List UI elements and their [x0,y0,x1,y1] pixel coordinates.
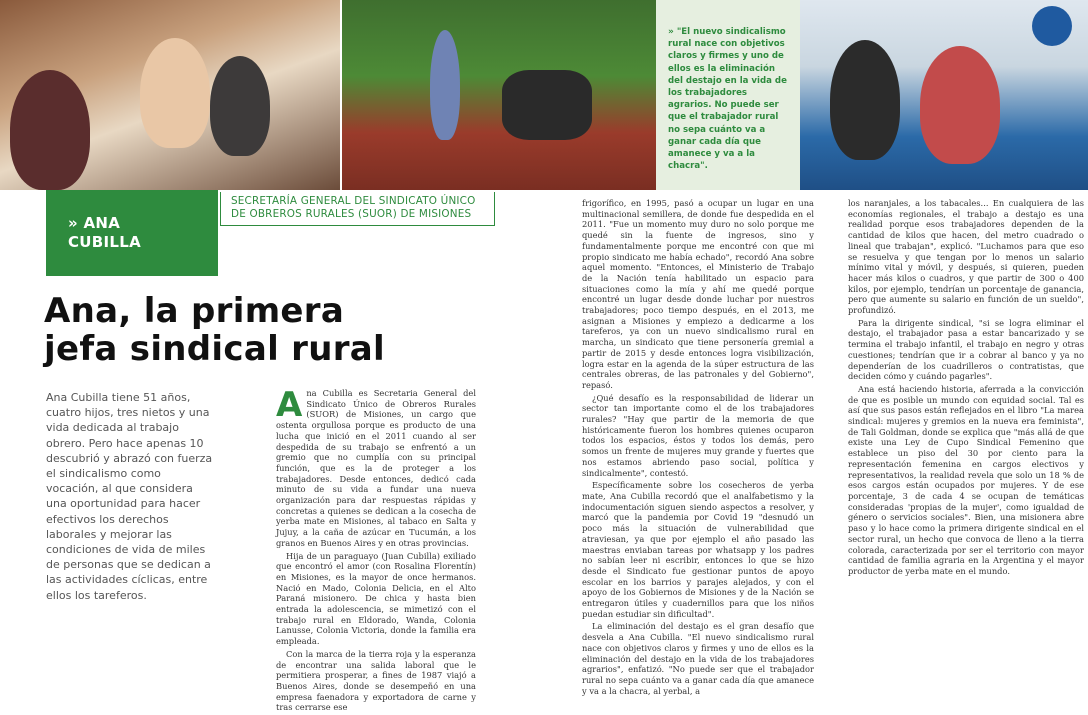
person-figure [920,46,1000,164]
drop-cap: A [276,385,303,425]
body-column-2 [582,198,814,698]
paragraph: frigorífico, en 1995, pasó a ocupar un lugar en una multinacional semillera, de donde fue despedida en el 2011. "Fue un momento muy duro no solo porque me quedé sin la fuente de ingresos, sino y fundamentalmente porque me encontré con que mi propio sindicato me había echado", recordó Ana sobre aquel momento. "Entonces, el Ministerio de Trabajo de la Nación tenía habilitado un espacio para situaciones como la mía y ahí me quedé porque encontré un lugar desde donde luchar por nuestros trabajadores; poco tiempo después, en el 2013, me asignan a Misiones y empiezo a dedicarme a los tareferos, ya con un nuevo sindicalismo rural en marcha, un sindicato que tiene personería gremial a partir de 2015 y desde entonces logra visibilización, logra estar en la agenda de la súper estructura de las centrales obreras, de las patronales y del Gobierno", repasó. [582,198,814,390]
paragraph: Ana está haciendo historia, aferrada a la convicción de que es posible un mundo con equidad social. Tal es así que sus pasos están reflejados en el libro "La marea sindical: mujeres y gremios en la nueva era feminista", de Tali Goldman, donde se explica que "más allá de que existe una Ley de Cupo Sindical Femenino que establece un piso del 30 por ciento para la representación femenina en cargos electivos y representativos, la realidad revela que solo un 18 % de esos cargos están ocupados por mujeres. Y de ese porcentaje, 3 de cada 4 se ocupan de temáticas consideradas 'propias de la mujer', como igualdad de género o servicios sociales". Bien, una misionera abre paso y lo hace como la primera dirigente sindical en el sector rural, un hecho que convoca de lleno a la tierra colorada, caracterizada por ser el territorio con mayor cantidad de familia agraria en la Argentina y el mayor productor de yerba mate en el mundo. [848,383,1084,576]
paragraph: La eliminación del destajo es el gran desafío que desvela a Ana Cubilla. "El nuevo sindicalismo rural nace con objetivos claros y firmes y uno de ellos es la eliminación del destajo en la vida de los trabajadores agrarios", enfatizó. "No puede ser que el trabajador rural no sepa cuánto va a ganar cada día que amanece y va a la chacra, al yerbal, a [582,621,814,696]
person-figure [140,38,210,148]
role-line-2: DE OBREROS RURALES (SUOR) DE MISIONES [231,208,472,220]
paragraph: Hija de un paraguayo (Juan Cubilla) exiliado que encontró el amor (con Rosalina Florentín) en Misiones, es la mayor de once hermanos. Nació en Mado, Colonia Delicia, en el Alto Paraná misionero. De chica y hasta bien entrada la adolescencia, se mimetizó con el trabajo rural en Eldorado, Wanda, Colonia Lanusse, Colonia Victoria, donde la familia era empleada. [276,550,476,647]
person-figure [430,30,460,140]
photo-panel-speakers [800,0,1088,190]
body-column-1 [276,385,476,715]
person-figure [830,40,900,160]
photo-field-tiller [342,0,656,190]
name-line-2: CUBILLA [68,233,142,251]
body-column-3 [848,198,1084,579]
pull-quote-text: "El nuevo sindicalismo rural nace con objetivos claros y firmes y uno de ellos es la eliminación del destajo en la vida de los trabajadores agrarios. No puede ser que el trabajador rural no sepa cuánto va a ganar cada día que amanece y va a la chacra". [668,27,787,172]
tiller-machine [502,70,592,140]
paragraph: Con la marca de la tierra roja y la esperanza de encontrar una salida laboral que le permitiera prosperar, a fines de 1987 viajó a Buenos Aires, donde se desempeñó en una empresa faenadora y exportadora de carne y tras cerrarse ese [276,648,476,713]
paragraph: los naranjales, a los tabacales... En cualquiera de las economías regionales, el trabajo a destajo es una realidad porque esos trabajadores dependen de la cantidad de kilos que hacen, del metro cuadrado o lineal que trabajan", explicó. "Luchamos para que eso se resuelva y que tengan por lo menos un salario mínimo vital y móvil, y después, si quieren, pueden hacer más kilos o cuadros, y que partir de 300 o 400 kilos, por ejemplo, tendrían un porcentaje de ganancia, pero que aumente su salario en función de un sueldo", profundizó. [848,198,1084,316]
person-figure [10,70,90,190]
paragraph: na Cubilla es Secretaria General del Sindicato Único de Obreros Rurales (SUOR) de Misiones, un cargo que ostenta orgullosa porque es producto de una lucha que inició en el 2011 cuando al ser despedida de su trabajo se enfrentó a un gremio que no cumplía con su principal función, que es la de proteger a los trabajadores. Desde entonces, dedicó cada minuto de su vida a fundar una nueva organización para dar respuestas rápidas y concretas a quienes se dedican a la cosecha de yerba mate en Misiones, al tabaco en Salta y Jujuy, a la caña de azúcar en Tucumán, a los granos en Buenos Aires y en otras provincias. [276,388,476,548]
role-line-1: SECRETARÍA GENERAL DEL SINDICATO ÚNICO [231,195,476,207]
name-box [46,190,218,276]
paragraph: Para la dirigente sindical, "si se logra eliminar el destajo, el trabajador pasa a estar bancarizado y se termina el trabajo infantil, el trabajo en negro y otras cuestiones; tendrían que ir a cobrar al banco y ya no dependerían de los cuadrilleros o contratistas, que deciden cómo y cuándo pagarles". [848,317,1084,382]
title-line-1: Ana, la primera [44,291,345,331]
quote-mark: » [668,27,674,37]
photo-meeting [0,0,340,190]
title-line-2: jefa sindical rural [44,329,386,369]
paragraph: ¿Qué desafío es la responsabilidad de liderar un sector tan importante como el de los trabajadores rurales? "Hay que partir de la memoria de que históricamente fueron los hombres quienes ocuparon todos los espacios, éstos y todos los demás, pero somos un frente de mujeres muy grande y fuertes que nos estamos abriendo paso social, política y sindicalmente", contestó. [582,392,814,478]
article-title [44,292,404,368]
pull-quote [656,0,800,190]
logo-seal [1032,6,1072,46]
role-caption [220,192,495,226]
lead-paragraph: Ana Cubilla tiene 51 años, cuatro hijos, tres nietos y una vida dedicada al trabajo obrero. Pero hace apenas 10 descubrió y abrazó con fuerza el sindicalismo como vocación, al que considera una oportunidad para hacer efectivos los derechos laborales y mejorar las condiciones de vida de miles de personas que se dedican a las actividades cíclicas, entre ellos los tareferos. [46,391,213,602]
photo-strip [0,0,1088,190]
person-figure [210,56,270,156]
name-line-1: » ANA [68,214,121,232]
paragraph: Específicamente sobre los cosecheros de yerba mate, Ana Cubilla recordó que el analfabetismo y la indocumentación siguen siendo aspectos a resolver, y marcó que la pandemia por Covid 19 "desnudó un poco más la situación de vulnerabilidad que atraviesan, ya que por ejemplo el año pasado las maestras enviaban tareas por whatsapp y los padres no sabían leer ni escribir, entonces lo que se hizo desde el Sindicato fue gestionar puntos de apoyo escolar en los barrios y parajes alejados, y con el apoyo de los Gobiernos de Misiones y de la Nación se entregaron útiles y cuadernillos para que los niños puedan estudiar sin dificultad". [582,480,814,619]
